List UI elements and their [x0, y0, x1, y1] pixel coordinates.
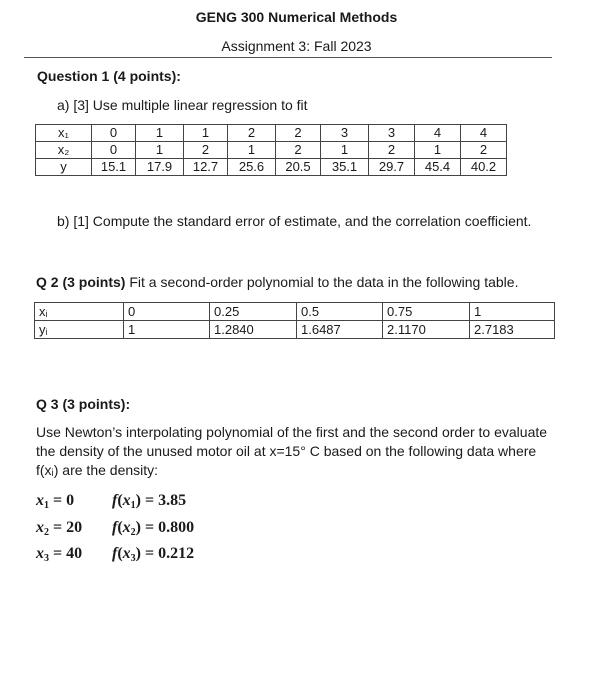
question-3-heading: Q 3 (3 points):: [36, 396, 131, 412]
table-cell: 20.5: [276, 159, 321, 176]
question-1-part-b: b) [1] Compute the standard error of estimate, and the correlation coefficient.: [57, 213, 532, 229]
question-3-paragraph: Use Newton’s interpolating polynomial of the first and the second order to evaluate the density of the unused motor oil at x=15° C based on the following data where f(xᵢ) are the density:: [36, 424, 548, 478]
table-row: [35, 303, 555, 321]
question-2-prompt: Fit a second-order polynomial to the data in the following table.: [125, 274, 519, 290]
polynomial-data-table: [34, 302, 555, 339]
table-cell: 1.6487: [297, 321, 383, 339]
table-cell: 2: [184, 142, 228, 159]
row-label: x₂: [36, 142, 92, 159]
header-divider: [24, 57, 552, 58]
table-cell: 1: [184, 125, 228, 142]
table-cell: 1: [228, 142, 276, 159]
table-cell: 0: [92, 125, 136, 142]
table-cell: 0.25: [210, 303, 297, 321]
table-cell: 1: [124, 321, 210, 339]
table-cell: 2: [369, 142, 415, 159]
question-1-part-a: a) [3] Use multiple linear regression to fit: [57, 97, 308, 113]
document-title: GENG 300 Numerical Methods: [195, 9, 398, 25]
data-equation-row: $x_1 = 0$ $f(x_1) = 3.85$: [36, 492, 187, 511]
table-cell: 2.1170: [383, 321, 470, 339]
row-label: x₁: [36, 125, 92, 142]
table-cell: 1.2840: [210, 321, 297, 339]
table-row: [36, 142, 507, 159]
question-1-heading: Question 1 (4 points):: [37, 68, 181, 84]
table-cell: 2: [228, 125, 276, 142]
table-cell: 0: [124, 303, 210, 321]
table-cell: 2.7183: [470, 321, 555, 339]
table-cell: 2: [276, 142, 321, 159]
table-cell: 1: [136, 142, 184, 159]
table-cell: 1: [321, 142, 369, 159]
table-cell: 0.75: [383, 303, 470, 321]
table-cell: 0.5: [297, 303, 383, 321]
table-cell: 2: [461, 142, 507, 159]
table-cell: 1: [136, 125, 184, 142]
table-cell: 0: [92, 142, 136, 159]
table-cell: 45.4: [415, 159, 461, 176]
table-cell: 1: [415, 142, 461, 159]
table-cell: 3: [321, 125, 369, 142]
row-label: y: [36, 159, 92, 176]
document-subtitle: Assignment 3: Fall 2023: [221, 38, 372, 54]
table-cell: 1: [470, 303, 555, 321]
table-cell: 2: [276, 125, 321, 142]
table-cell: 35.1: [321, 159, 369, 176]
table-cell: 3: [369, 125, 415, 142]
row-label: yᵢ: [35, 321, 124, 339]
table-cell: 4: [461, 125, 507, 142]
table-cell: 40.2: [461, 159, 507, 176]
table-cell: 12.7: [184, 159, 228, 176]
question-2-text: [36, 274, 518, 290]
data-equation-row: $x_3 = 40$ $f(x_3) = 0.212$: [36, 545, 195, 564]
regression-data-table: [35, 124, 507, 176]
table-row: [36, 125, 507, 142]
table-cell: 4: [415, 125, 461, 142]
table-cell: 17.9: [136, 159, 184, 176]
table-row: [35, 321, 555, 339]
table-cell: 15.1: [92, 159, 136, 176]
data-equation-row: $x_2 = 20$ $f(x_2) = 0.800$: [36, 519, 195, 538]
row-label: xᵢ: [35, 303, 124, 321]
table-row: [36, 159, 507, 176]
table-cell: 29.7: [369, 159, 415, 176]
question-2-heading: Q 2 (3 points): [36, 274, 126, 290]
table-cell: 25.6: [228, 159, 276, 176]
